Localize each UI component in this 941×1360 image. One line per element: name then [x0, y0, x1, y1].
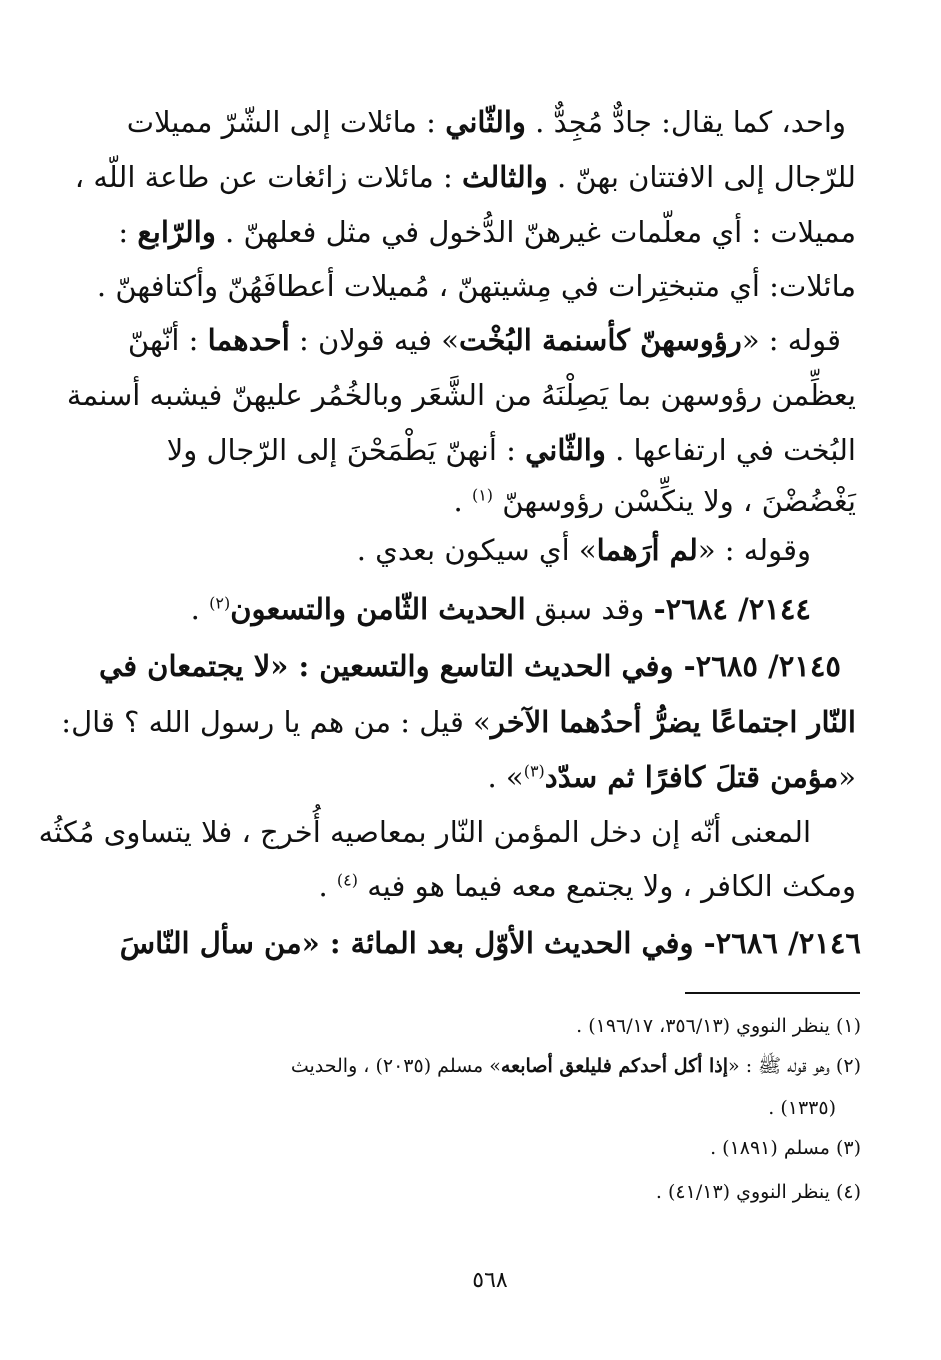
paragraph2-line4: [453, 484, 857, 518]
bold-quote: رؤوسهنّ كأسنمة البُخْت: [459, 323, 742, 357]
bold-term: والثّاني: [445, 105, 526, 139]
text-run: للرّجال إلى الافتتان بهنّ .: [547, 160, 856, 194]
text-run: ومكث الكافر ، ولا يجتمع معه فيما هو فيه: [358, 869, 856, 903]
entry-2145-line1: [99, 649, 841, 683]
text-run: .: [190, 592, 210, 626]
text-run: » أي سيكون بعدي .: [356, 533, 597, 567]
text-run: وقوله : «: [697, 533, 811, 567]
text-run: : أنهنّ يَطْمَحْنَ إلى الرّجال ولا: [166, 433, 526, 467]
entry-2145-line3: [487, 760, 857, 794]
footnote-3: (٣) مسلم (١٨٩١) .: [710, 1137, 861, 1159]
footnote-ref: (١): [471, 485, 494, 505]
bold-term: الحديث الثّامن والتسعون: [230, 592, 526, 626]
text-run: : مائلات زائغات عن طاعة اللّه ،: [74, 160, 462, 194]
entry-2146: [119, 926, 861, 960]
bold-term: والثالث: [461, 160, 548, 194]
paragraph1-line2: [74, 160, 856, 194]
text-run: (٢) وهو قوله ﷺ : «: [728, 1055, 861, 1077]
footnote-2: [291, 1057, 861, 1076]
bold-quote: لم أرَهما: [596, 533, 698, 567]
bold-quote: النّار اجتماعًا يضرُّ أحدُهما الآخر: [490, 705, 856, 739]
paragraph2-line3: [166, 433, 856, 467]
bold-term: والرّابع: [137, 215, 216, 249]
text-run: :: [118, 215, 138, 249]
text-run: : أنّهنّ: [127, 323, 208, 357]
paragraph4-line2: [318, 869, 856, 903]
paragraph1-line4: مائلات: أي متبختِرات في مِشيتهنّ ، مُميلات أعطافَهُنّ وأكتافهنّ .: [96, 269, 856, 303]
footnote-4: (٤) ينظر النووي (٤١/١٣) .: [655, 1181, 861, 1203]
bold-quote: مؤمن قتلَ كافرًا ثم سدّد: [544, 760, 839, 794]
text-run: واحد، كما يقال: جادٌّ مُجِدٌّ .: [525, 105, 846, 139]
text-run: «: [838, 760, 856, 794]
bold-text: وفي الحديث التاسع والتسعين : «لا يجتمعان في: [99, 649, 684, 683]
text-run: وقد سبق: [525, 592, 654, 626]
paragraph4-line1: المعنى أنّه إن دخل المؤمن النّار بمعاصيه أُخرج ، فلا يتساوى مُكثُه: [38, 815, 811, 849]
entry-number: ٢١٤٥/ ٢٦٨٥-: [683, 649, 841, 683]
paragraph1-line3: [118, 215, 856, 249]
text-run: يَغْضُضْنَ ، ولا ينكِّسْن رؤوسهنّ: [493, 484, 856, 518]
text-run: » قيل : من هم يا رسول الله ؟ قال:: [61, 705, 491, 739]
text-run: » مسلم (٢٠٣٥) ، والحديث: [290, 1055, 501, 1077]
bold-term: أحدهما: [207, 323, 290, 357]
text-run: قوله : «: [741, 323, 841, 357]
footnote-2-continued: (١٣٣٥) .: [768, 1097, 836, 1119]
text-run: .: [453, 484, 472, 518]
bold-quote: إذا أكل أحدكم فليلعق أصابعه: [500, 1055, 729, 1077]
paragraph2-line1: [127, 323, 841, 357]
text-run: البُخت في ارتفاعها .: [605, 433, 856, 467]
bold-term: والثّاني: [525, 433, 606, 467]
page-number: ٥٦٨: [472, 1268, 508, 1293]
entry-number: ٢١٤٦/ ٢٦٨٦-: [703, 926, 861, 960]
text-run: » فيه قولان :: [289, 323, 460, 357]
footnote-separator: [685, 992, 860, 994]
text-run: » .: [487, 760, 524, 794]
entry-2144: [190, 592, 811, 626]
footnote-ref: (٢): [209, 593, 231, 613]
entry-number: ٢١٤٤/ ٢٦٨٤-: [653, 592, 811, 626]
footnote-ref: (٣): [523, 761, 545, 781]
footnote-1: (١) ينظر النووي (٣٥٦/١٣، ١٩٦/١٧) .: [576, 1015, 861, 1037]
entry-2145-line2: [61, 705, 856, 739]
paragraph1-line1: [126, 105, 846, 139]
footnote-ref: (٤): [336, 870, 359, 890]
text-run: .: [318, 869, 337, 903]
bold-text: وفي الحديث الأوّل بعد المائة : «من سأل النّاسَ: [119, 926, 704, 960]
paragraph3: [356, 533, 811, 567]
paragraph2-line2: يعظِّمن رؤوسهن بما يَصِلْنَهُ من الشَّعَر وبالخُمُر عليهنّ فيشبه أسنمة: [66, 378, 856, 412]
text-run: مميلات : أي معلّمات غيرهنّ الدُّخول في مثل فعلهنّ .: [215, 215, 856, 249]
text-run: : مائلات إلى الشّرّ مميلات: [126, 105, 446, 139]
